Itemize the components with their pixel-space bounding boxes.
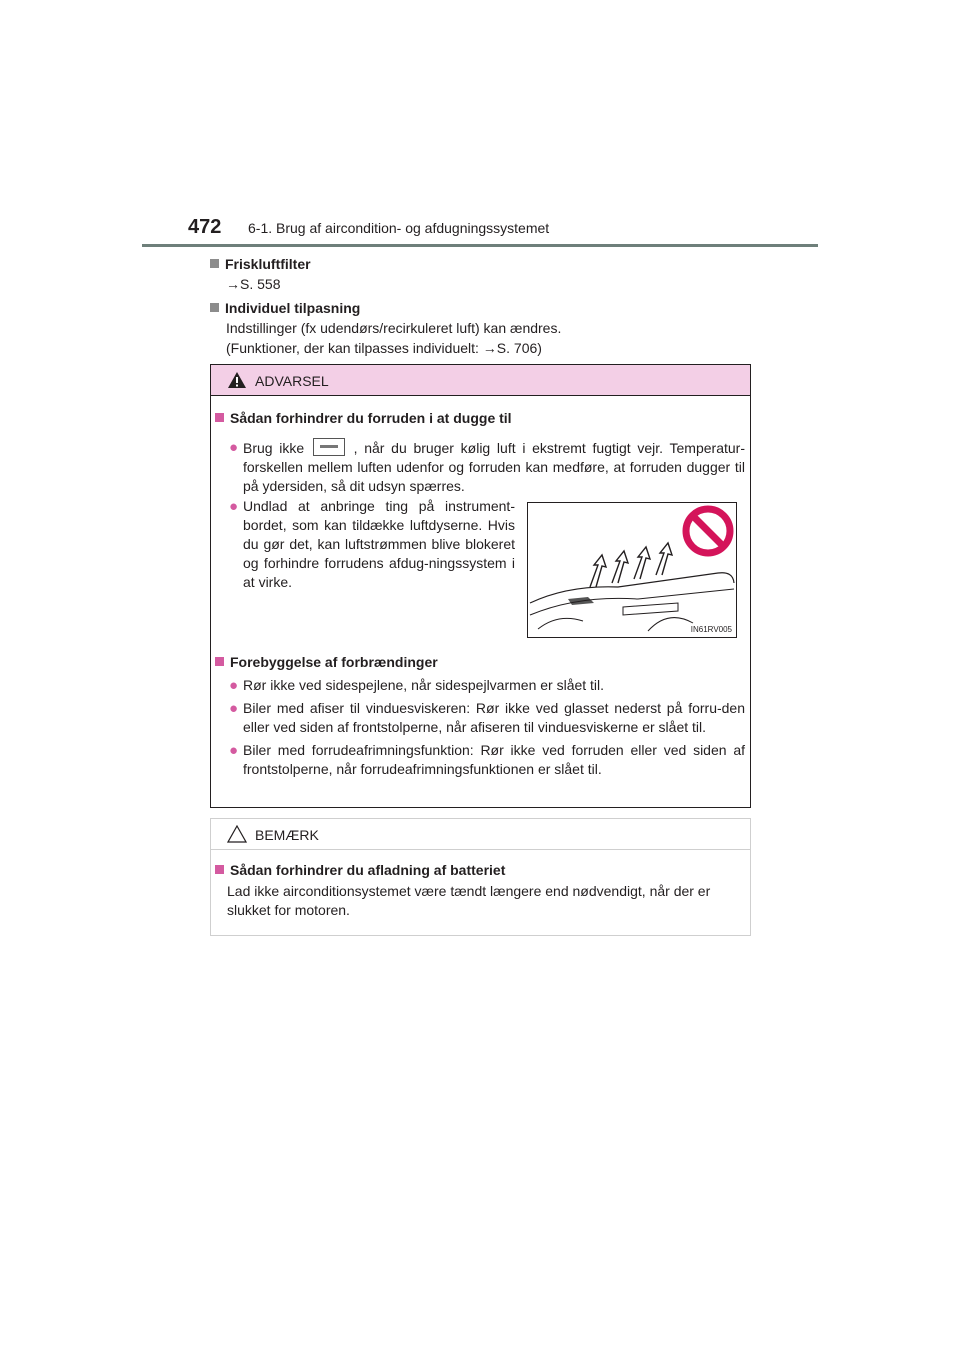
- square-bullet-icon: [210, 303, 219, 312]
- warning-label: ADVARSEL: [255, 373, 329, 389]
- caution-triangle-icon: [227, 825, 247, 843]
- square-bullet-icon: [215, 413, 224, 422]
- defroster-button-icon: [313, 438, 345, 456]
- note-section: [215, 861, 745, 920]
- warning-s2-bullet-3: ● Biler med forrudeafrimningsfunktion: Rør ikke ved forruden eller ved siden af frontstolperne, når forrudeafrimningsfunktionen er slået til.: [229, 742, 745, 777]
- individuel-heading: Individuel tilpasning: [210, 298, 750, 318]
- individuel-line1: Indstillinger (fx udendørs/recirkuleret luft) kan ændres.: [226, 320, 562, 336]
- warning-section-2: [215, 653, 745, 779]
- page-number: 472: [188, 216, 222, 238]
- square-bullet-icon: [215, 865, 224, 874]
- bullet-dot-icon: ●: [229, 700, 239, 717]
- bullet-dot-icon: ●: [229, 742, 239, 759]
- warning-s1-bullet-1: ● Brug ikke , når du bruger kølig luft i ekstremt fugtigt vejr. Temperatur-forskellen mellem luften udenfor og forruden kan medføre, at forruden dugger til på ydersiden, så dit udsyn spærres.: [229, 439, 745, 494]
- bullet-dot-icon: ●: [229, 439, 239, 456]
- warning-s1-bullet-2: ● Undlad at anbringe ting på instrument-bordet, som kan tildække luftdyserne. Hvis du gør det, kan luftstrømmen blive blokeret og forhindre forrudens afdug-ningssystem i at virke.: [229, 498, 515, 590]
- note-label: BEMÆRK: [255, 827, 319, 843]
- note-title: Sådan forhindrer du afladning af batteriet: [215, 861, 745, 880]
- figure-code: IN61RV005: [690, 625, 732, 634]
- square-bullet-icon: [215, 657, 224, 666]
- note-text: Lad ikke airconditionsystemet være tændt længere end nødvendigt, når der er slukket for motoren.: [227, 883, 711, 918]
- individuel-line2: (Funktioner, der kan tilpasses individuelt: →S. 706): [226, 340, 542, 356]
- dashboard-drawing: [528, 503, 736, 637]
- warning-s1-title: Sådan forhindrer du forruden i at dugge til: [215, 409, 745, 428]
- note-box: [210, 818, 751, 936]
- warning-box: [210, 364, 751, 808]
- warning-s2-title: Forebyggelse af forbrændinger: [215, 653, 745, 672]
- note-header: [211, 819, 750, 850]
- intro-block: [210, 254, 750, 358]
- warning-section-1: [215, 409, 745, 496]
- friskluft-heading: Friskluftfilter: [210, 254, 750, 274]
- header-rule: [142, 244, 818, 247]
- warning-triangle-icon: [227, 371, 247, 389]
- warning-s2-bullet-2: ● Biler med afiser til vinduesviskeren: Rør ikke ved glasset nederst på forru-den eller ved siden af frontstolperne, når afiseren til vinduesviskerne er slået til.: [229, 700, 745, 735]
- section-title: 6-1. Brug af aircondition- og afdugningssystemet: [248, 220, 550, 236]
- friskluft-ref: →S. 558: [226, 276, 281, 292]
- bullet-dot-icon: ●: [229, 498, 239, 515]
- warning-header: [211, 365, 750, 396]
- warning-s1-bullet-2-wrap: [215, 497, 515, 592]
- warning-s2-bullet-1: ● Rør ikke ved sidespejlene, når sidespejlvarmen er slået til.: [229, 677, 605, 694]
- square-bullet-icon: [210, 259, 219, 268]
- bullet-dot-icon: ●: [229, 677, 239, 694]
- dashboard-illustration: [527, 502, 737, 638]
